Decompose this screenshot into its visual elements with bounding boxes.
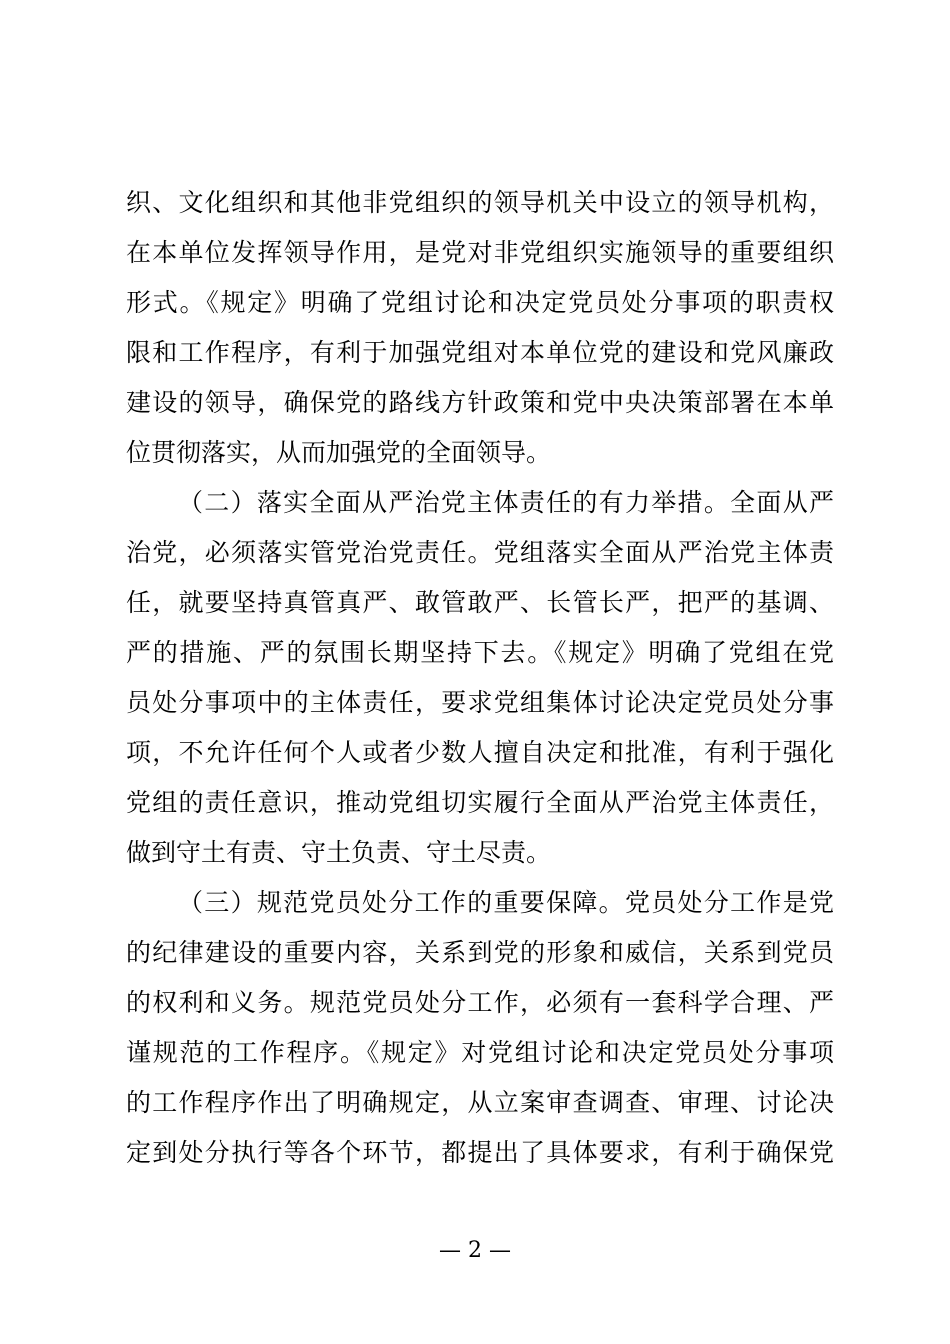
text-line: 任，就要坚持真管真严、敢管敢严、长管长严，把严的基调、 [126, 588, 834, 617]
text-line: 织、文化组织和其他非党组织的领导机关中设立的领导机构， [126, 188, 834, 217]
section-heading-line: （三）规范党员处分工作的重要保障。党员处分工作是党 [178, 888, 834, 917]
text-line: 的权利和义务。规范党员处分工作，必须有一套科学合理、严 [126, 988, 834, 1017]
text-line: 党组的责任意识，推动党组切实履行全面从严治党主体责任， [126, 788, 834, 817]
text-line: 的工作程序作出了明确规定，从立案审查调查、审理、讨论决 [126, 1088, 834, 1117]
text-line: 建设的领导，确保党的路线方针政策和党中央决策部署在本单 [126, 388, 834, 417]
text-line: 员处分事项中的主体责任，要求党组集体讨论决定党员处分事 [126, 688, 834, 717]
text-line: 定到处分执行等各个环节，都提出了具体要求，有利于确保党 [126, 1138, 834, 1167]
text-line: 治党，必须落实管党治党责任。党组落实全面从严治党主体责 [126, 538, 834, 567]
text-line: 严的措施、严的氛围长期坚持下去。《规定》明确了党组在党 [126, 638, 834, 667]
text-line: 位贯彻落实，从而加强党的全面领导。 [126, 438, 552, 467]
text-line: 形式。《规定》明确了党组讨论和决定党员处分事项的职责权 [126, 288, 834, 317]
text-line: 项，不允许任何个人或者少数人擅自决定和批准，有利于强化 [126, 738, 834, 767]
text-line: 的纪律建设的重要内容，关系到党的形象和威信，关系到党员 [126, 938, 834, 967]
page-number: — 2 — [439, 1238, 511, 1263]
text-line: 做到守土有责、守土负责、守土尽责。 [126, 838, 552, 867]
text-line: 在本单位发挥领导作用，是党对非党组织实施领导的重要组织 [126, 238, 834, 267]
section-heading-line: （二）落实全面从严治党主体责任的有力举措。全面从严 [178, 488, 834, 517]
body-text [126, 178, 834, 1178]
text-line: 限和工作程序，有利于加强党组对本单位党的建设和党风廉政 [126, 338, 834, 367]
text-line: 谨规范的工作程序。《规定》对党组讨论和决定党员处分事项 [126, 1038, 834, 1067]
